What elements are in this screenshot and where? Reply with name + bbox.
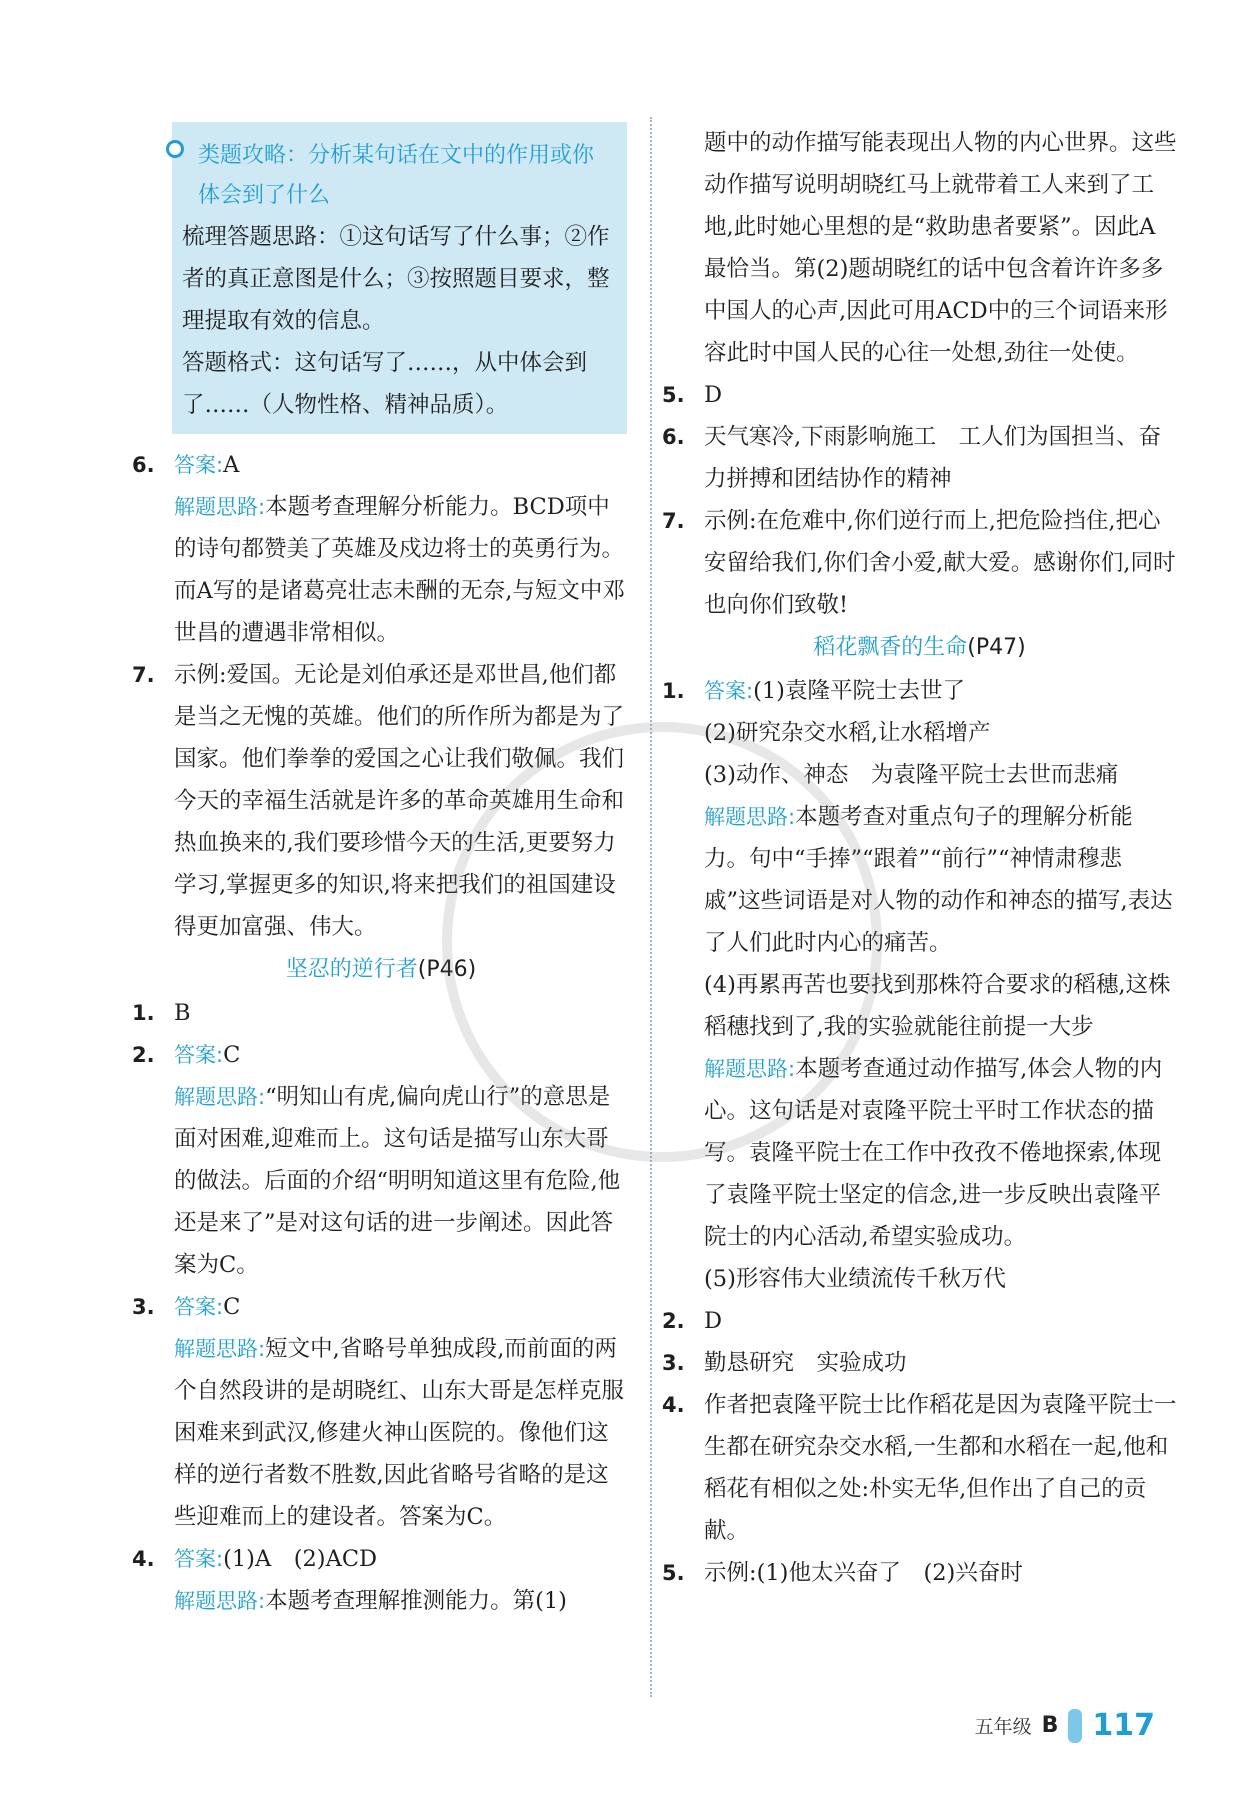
question-1 [662,670,1177,1300]
grade-label: 五年级 [974,1716,1032,1738]
answer-text: D [704,1308,723,1334]
question-number: 7. [662,509,685,533]
answer-text: 勤恳研究 实验成功 [704,1350,907,1376]
analysis-label: 解题思路: [704,1057,796,1081]
analysis-label: 解题思路: [174,1085,266,1109]
answer-part-3: (3)动作、神态 为袁隆平院士去世而悲痛 [704,762,1119,788]
answer-text: 作者把袁隆平院士比作稻花是因为袁隆平院士一生都在研究杂交水稻,一生都和水稻在一起,他和稻花有相似之处:朴实无华,但作出了自己的贡献。 [704,1392,1177,1544]
answer-text: 示例:爱国。无论是刘伯承还是邓世昌,他们都是当之无愧的英雄。他们的所作所为都是为了国家。他们拳拳的爱国之心让我们敬佩。我们今天的幸福生活就是许多的革命英雄用生命和热血换来的,我们要珍惜今天的生活,更要努力学习,掌握更多的知识,将来把我们的祖国建设得更加富强、伟大。 [174,662,625,940]
question-2 [662,1300,1177,1342]
question-6 [662,416,1177,500]
answer-text: 示例:在危难中,你们逆行而上,把危险挡住,把心安留给我们,你们舍小爱,献大爱。感谢你们,同时也向你们致敬! [704,508,1176,618]
section-page-ref: (P47) [967,635,1026,660]
analysis-label: 解题思路: [174,1589,266,1613]
question-number: 6. [662,425,685,449]
tip-bullet-icon [166,140,184,158]
answer-text: (1)A (2)ACD [223,1546,378,1572]
question-5 [662,374,1177,416]
left-column [132,122,630,1622]
question-number: 6. [132,453,155,477]
answer-text: 天气寒冷,下雨影响施工 工人们为国担当、奋力拼搏和团结协作的精神 [704,424,1162,492]
answer-label: 答案: [174,1043,224,1067]
analysis-label: 解题思路: [174,1337,266,1361]
analysis-text: 本题考查通过动作描写,体会人物的内心。这句话是对袁隆平院士平时工作状态的描写。袁隆平院士在工作中孜孜不倦地探索,体现了袁隆平院士坚定的信念,进一步反映出袁隆平院士的内心活动,希望实验成功。 [704,1056,1163,1250]
answer-part-1: (1)袁隆平院士去世了 [753,678,965,704]
question-number: 1. [132,1001,155,1025]
answer-label: 答案: [174,1547,224,1571]
question-number: 4. [662,1393,685,1417]
question-4 [662,1384,1177,1552]
analysis-text: “明知山有虎,偏向虎山行”的意思是面对困难,迎难而上。这句话是描写山东大哥的做法。后面的介绍“明明知道这里有危险,他还是来了”是对这句话的进一步阐述。因此答案为C。 [174,1084,621,1278]
question-7 [662,500,1177,626]
question-4 [132,1538,630,1622]
answer-label: 答案: [704,679,754,703]
question-2 [132,1034,630,1286]
footer-decoration-icon [1068,1709,1082,1743]
answer-text: C [223,1294,241,1320]
section-title-p46 [132,948,630,992]
section-title-text: 稻花飘香的生命 [813,635,968,660]
analysis-label: 解题思路: [174,495,266,519]
answer-page [22,22,1222,1782]
question-number: 2. [662,1309,685,1333]
answer-text: 示例:(1)他太兴奋了 (2)兴奋时 [704,1560,1023,1586]
volume-label: B [1041,1713,1059,1738]
answer-part-2: (2)研究杂交水稻,让水稻增产 [704,720,991,746]
column-divider [650,117,652,1697]
page-number: 117 [1092,1708,1155,1743]
tip-title: 类题攻略：分析某句话在文中的作用或你体会到了什么 [198,143,595,208]
analysis-text: 本题考查理解分析能力。BCD项中的诗句都赞美了英雄及戍边将士的英勇行为。而A写的是诸葛亮壮志未酬的无奈,与短文中邓世昌的遭遇非常相似。 [174,494,625,646]
question-number: 3. [662,1351,685,1375]
question-1 [132,992,630,1034]
question-5 [662,1552,1177,1594]
page-footer [975,1708,1155,1743]
question-7 [132,654,630,948]
section-title-text: 坚忍的逆行者 [285,957,418,982]
answer-text: D [704,382,723,408]
analysis-text: 本题考查对重点句子的理解分析能力。句中“手捧”“跟着”“前行”“神情肃穆悲戚”这些词语是对人物的动作和神态的描写,表达了人们此时内心的痛苦。 [704,804,1173,956]
strategy-tip-box [172,122,627,434]
tip-answer-steps: 梳理答题思路：①这句话写了什么事；②作者的真正意图是什么；③按照题目要求，整理提取有效的信息。 [182,224,610,334]
answer-text: B [174,1000,191,1026]
question-number: 3. [132,1295,155,1319]
section-page-ref: (P46) [417,957,477,982]
question-number: 2. [132,1043,155,1067]
analysis-label: 解题思路: [704,805,796,829]
right-column [662,122,1177,1594]
answer-label: 答案: [174,453,224,477]
continued-analysis: 题中的动作描写能表现出人物的内心世界。这些动作描写说明胡晓红马上就带着工人来到了工地,此时她心里想的是“救助患者要紧”。因此A最恰当。第(2)题胡晓红的话中包含着许许多多中国人的心声,因此可用ACD中的三个词语来形容此时中国人民的心往一处想,劲往一处使。 [704,130,1177,366]
question-number: 1. [662,679,685,703]
analysis-text: 本题考查理解推测能力。第(1) [265,1588,567,1614]
answer-part-5: (5)形容伟大业绩流传千秋万代 [704,1266,1006,1292]
tip-answer-format: 答题格式：这句话写了……，从中体会到了……（人物性格、精神品质）。 [182,350,588,418]
question-6 [132,444,630,654]
question-number: 5. [662,1561,685,1585]
analysis-text: 短文中,省略号单独成段,而前面的两个自然段讲的是胡晓红、山东大哥是怎样克服困难来到武汉,修建火神山医院的。像他们这样的逆行者数不胜数,因此省略号省略的是这些迎难而上的建设者。答案为C。 [174,1336,625,1530]
question-3 [662,1342,1177,1384]
section-title-p47 [662,626,1177,670]
question-3 [132,1286,630,1538]
question-number: 5. [662,383,685,407]
question-number: 7. [132,663,155,687]
answer-text: A [223,452,240,478]
answer-text: C [223,1042,241,1068]
answer-part-4: (4)再累再苦也要找到那株符合要求的稻穗,这株稻穗找到了,我的实验就能往前提一大步 [704,972,1171,1040]
answer-label: 答案: [174,1295,224,1319]
question-number: 4. [132,1547,155,1571]
